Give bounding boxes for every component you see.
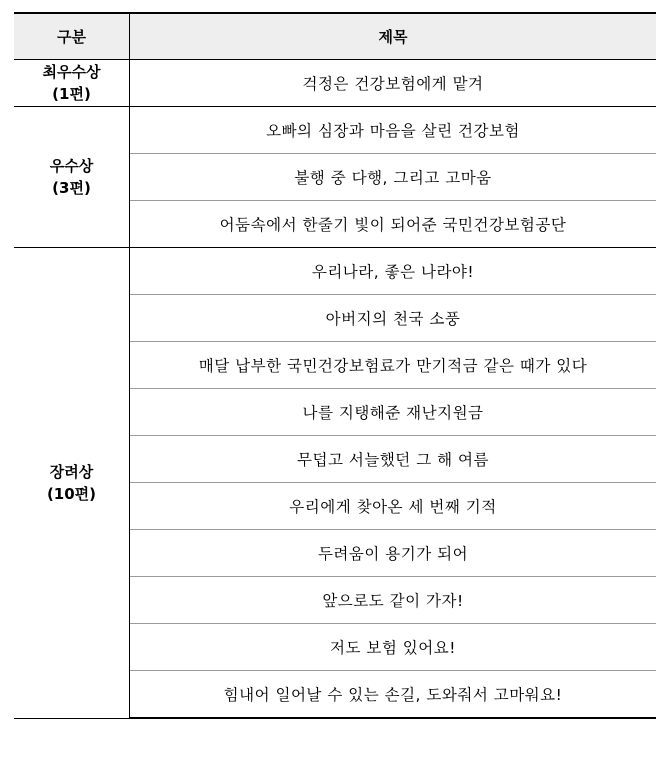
title-cell: 힘내어 일어날 수 있는 손길, 도와줘서 고마워요!: [130, 671, 657, 719]
table-row: [14, 248, 656, 295]
header-title: 제목: [130, 13, 657, 60]
awards-table: [14, 12, 656, 719]
table-row: [14, 107, 656, 154]
title-cell: 두려움이 용기가 되어: [130, 530, 657, 577]
header-category: 구분: [14, 13, 130, 60]
category-name: 최우수상: [42, 63, 101, 81]
category-count: (3편): [52, 179, 91, 197]
title-cell: 불행 중 다행, 그리고 고마움: [130, 154, 657, 201]
category-cell-grand: [14, 60, 130, 107]
category-name: 장려상: [49, 462, 94, 481]
title-cell: 아버지의 천국 소풍: [130, 295, 657, 342]
title-cell: 어둠속에서 한줄기 빛이 되어준 국민건강보험공단: [130, 201, 657, 248]
table-row: [14, 60, 656, 107]
title-cell: 오빠의 심장과 마음을 살린 건강보험: [130, 107, 657, 154]
title-cell: 앞으로도 같이 가자!: [130, 577, 657, 624]
title-cell: 걱정은 건강보험에게 맡겨: [130, 60, 657, 107]
title-cell: 저도 보험 있어요!: [130, 624, 657, 671]
title-cell: 매달 납부한 국민건강보험료가 만기적금 같은 때가 있다: [130, 342, 657, 389]
title-cell: 우리에게 찾아온 세 번째 기적: [130, 483, 657, 530]
title-cell: 나를 지탱해준 재난지원금: [130, 389, 657, 436]
category-cell-excellence: [14, 107, 130, 248]
header-row: [14, 13, 656, 60]
category-cell-encouragement: [14, 248, 130, 719]
title-cell: 우리나라, 좋은 나라야!: [130, 248, 657, 295]
category-count: (10편): [46, 484, 97, 503]
category-count: (1편): [52, 85, 91, 103]
category-name: 우수상: [49, 157, 94, 175]
title-cell: 무덥고 서늘했던 그 해 여름: [130, 436, 657, 483]
